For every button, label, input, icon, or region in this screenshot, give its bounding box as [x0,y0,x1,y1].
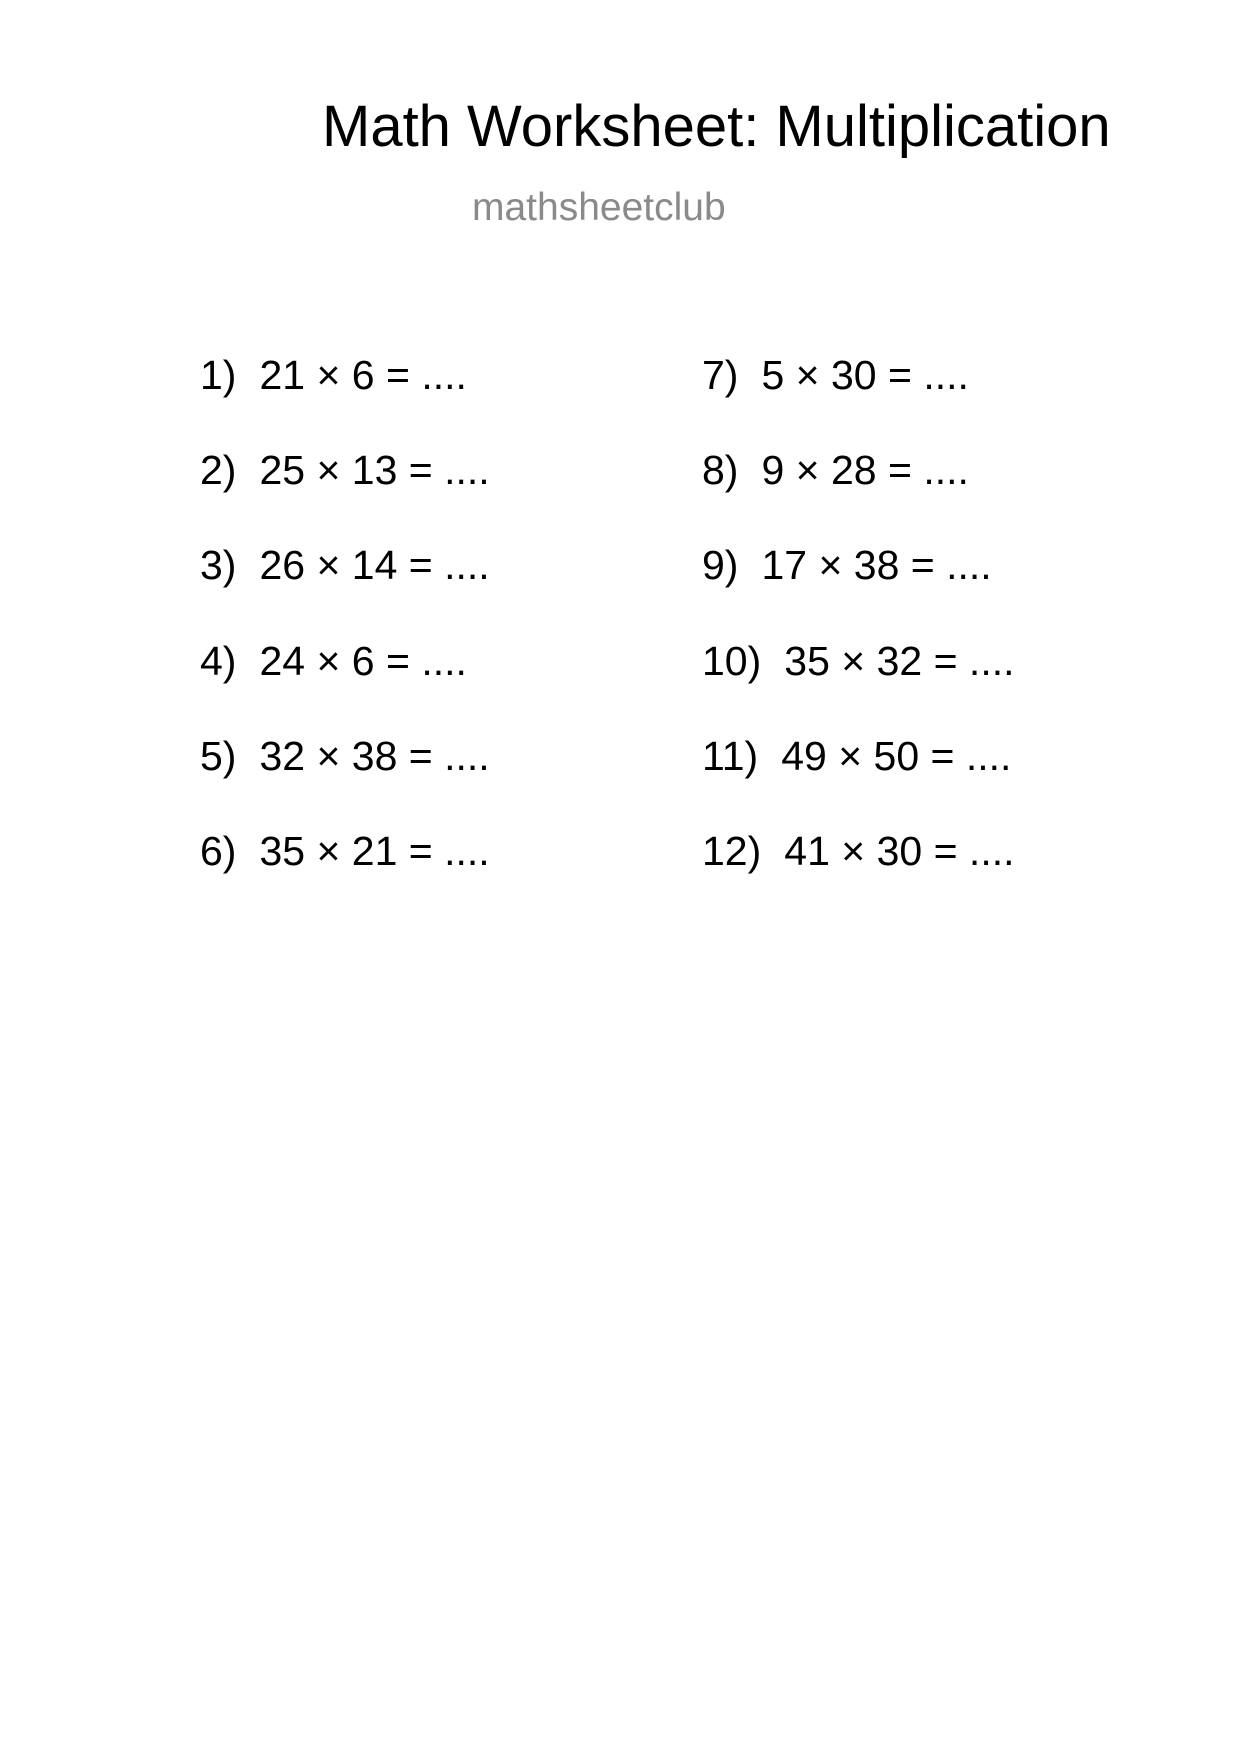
problem-expression: 21 × 6 = .... [259,352,467,398]
problem-item [702,827,1100,926]
problem-expression: 35 × 21 = .... [259,827,490,874]
problem-list [200,352,1100,895]
problem-expression: 24 × 6 = .... [259,637,467,684]
page-title: Math Worksheet: Multiplication [322,94,1111,159]
problem-item [200,732,702,831]
problem-item [702,352,1100,450]
problem-number: 11) [702,732,759,779]
problem-number: 3) [200,542,237,589]
problem-item [200,827,702,926]
problem-number: 1) [200,352,237,398]
problem-expression: 35 × 32 = .... [784,637,1015,684]
problem-expression: 41 × 30 = .... [784,827,1015,874]
problem-expression: 26 × 14 = .... [259,542,490,589]
problem-item [200,352,702,450]
problem-number: 4) [200,637,237,684]
problem-number: 6) [200,827,237,874]
problem-number: 5) [200,732,237,779]
problem-item [702,447,1100,545]
problem-item [702,542,1100,640]
problem-expression: 25 × 13 = .... [259,447,490,494]
problem-item [702,732,1100,831]
problem-expression: 49 × 50 = .... [781,732,1012,779]
problem-number: 8) [702,447,739,494]
problem-number: 9) [702,542,739,589]
problem-item [200,447,702,545]
page-subtitle: mathsheetclub [472,186,726,229]
problem-number: 7) [702,352,739,398]
problem-number: 2) [200,447,237,494]
problem-number: 12) [702,827,762,874]
problem-expression: 9 × 28 = .... [761,447,969,494]
problem-item [702,637,1100,736]
problem-item [200,637,702,736]
problem-expression: 17 × 38 = .... [761,542,992,589]
problem-expression: 32 × 38 = .... [259,732,490,779]
problem-item [200,542,702,640]
problem-number: 10) [702,637,762,684]
problem-expression: 5 × 30 = .... [761,352,969,398]
